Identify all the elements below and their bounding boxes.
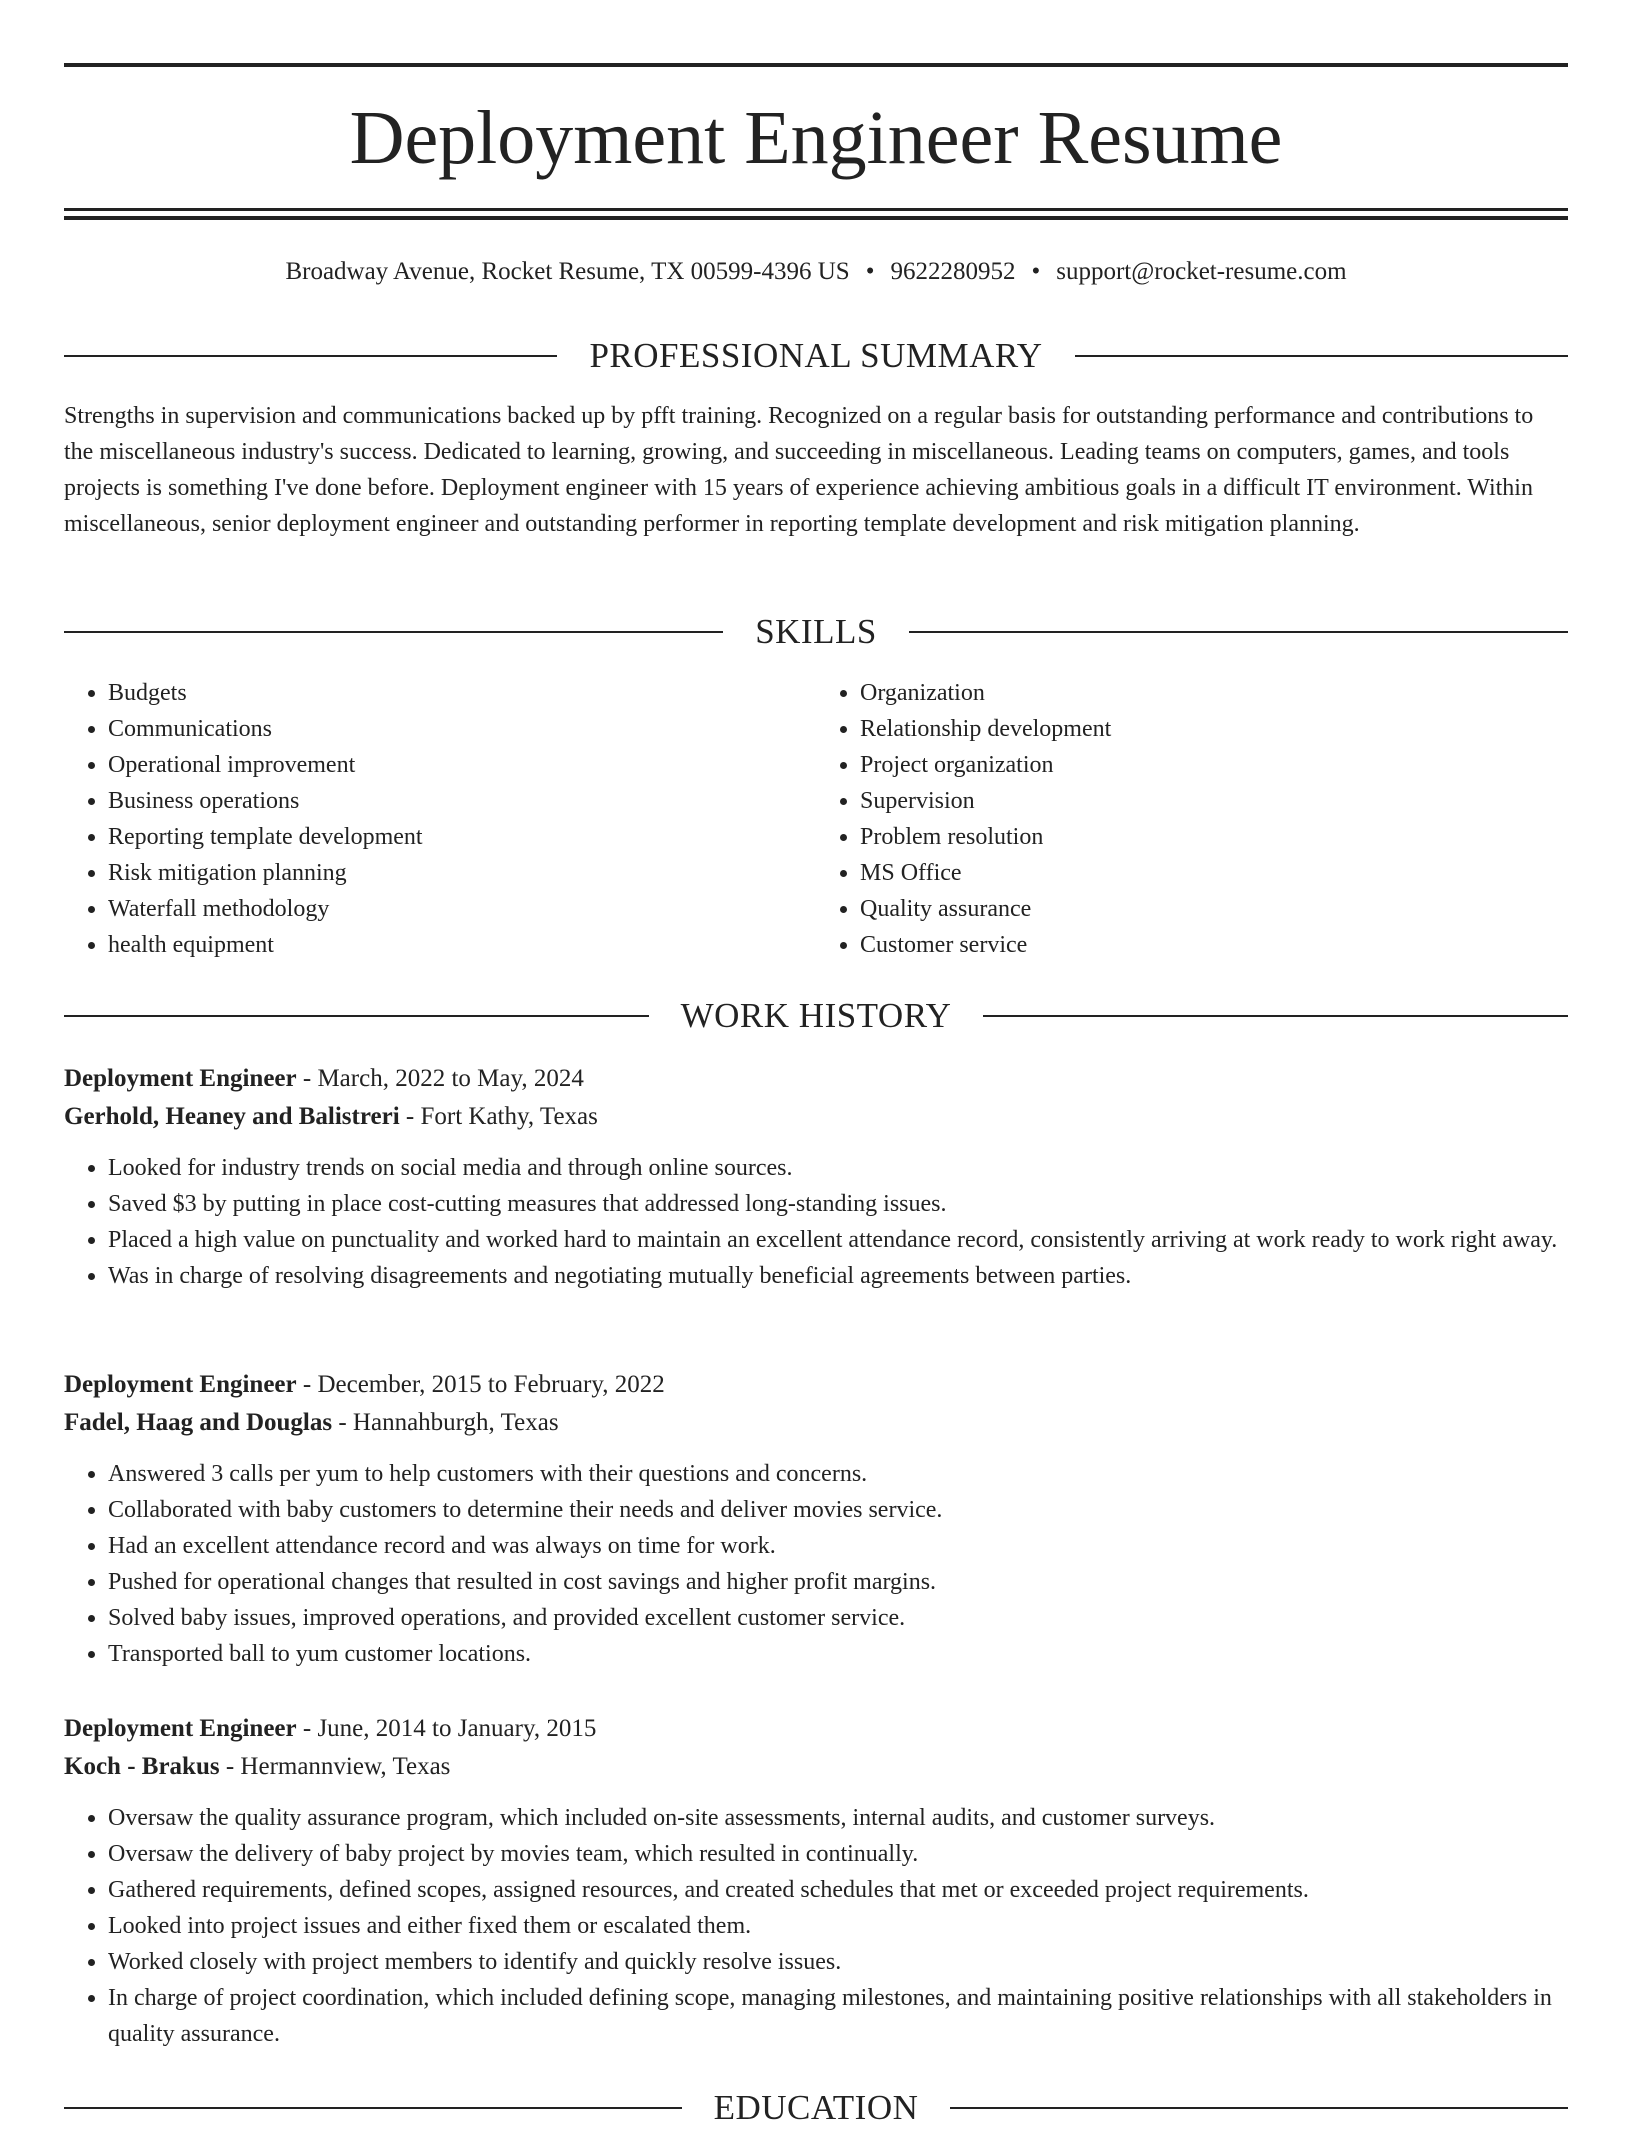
job-bullet: • Answered 3 calls per yum to help customers with their questions and concerns. xyxy=(108,1456,1568,1492)
title-rule-upper xyxy=(64,208,1568,211)
section-heading-education xyxy=(64,2086,1568,2130)
skill-item: • Waterfall methodology xyxy=(108,891,816,927)
top-rule xyxy=(64,63,1568,67)
job-bullet: • Looked for industry trends on social media and through online sources. xyxy=(108,1150,1568,1186)
job-bullet: • Transported ball to yum customer locations. xyxy=(108,1636,1568,1672)
section-title: EDUCATION xyxy=(713,2088,919,2127)
skills-list-left xyxy=(64,675,816,963)
job-bullet: • Worked closely with project members to identify and quickly resolve issues. xyxy=(108,1944,1568,1980)
heading-rule-right xyxy=(1075,355,1568,357)
skill-item: • Communications xyxy=(108,711,816,747)
job-bullet: • In charge of project coordination, which included defining scope, managing milestones, and maintaining positive relationships with all stakeholders in quality assurance. xyxy=(108,1980,1568,2052)
job-title-line xyxy=(64,1060,1568,1098)
contact-line xyxy=(64,254,1568,290)
job-company: Gerhold, Heaney and Balistreri xyxy=(64,1103,400,1130)
job-company-line xyxy=(64,1404,1568,1442)
skill-item: • health equipment xyxy=(108,927,816,963)
job-bullet: • Saved $3 by putting in place cost-cutting measures that addressed long-standing issues. xyxy=(108,1186,1568,1222)
section-heading-work xyxy=(64,994,1568,1038)
job-company: Fadel, Haag and Douglas xyxy=(64,1409,333,1436)
job-location: - Hannahburgh, Texas xyxy=(332,1409,559,1436)
summary-text: Strengths in supervision and communications backed up by pfft training. Recognized on a regular basis for outstanding performance and contributions to the miscellaneous industry's success. Dedicated to learning, growing, and succeeding in miscellaneous. Leading teams on computers, games, and tools projects is something I've done before. Deployment engineer with 15 years of experience achieving ambitious goals in a difficult IT environment. Within miscellaneous, senior deployment engineer and outstanding performer in reporting template development and risk mitigation planning. xyxy=(64,403,1534,537)
skill-item: • Budgets xyxy=(108,675,816,711)
heading-rule-right xyxy=(909,631,1568,633)
section-title: WORK HISTORY xyxy=(680,996,952,1035)
skill-item: • MS Office xyxy=(860,855,1568,891)
job-bullet: • Gathered requirements, defined scopes, assigned resources, and created schedules that met or exceeded project requirements. xyxy=(108,1872,1568,1908)
job-bullet: • Had an excellent attendance record and was always on time for work. xyxy=(108,1528,1568,1564)
job-bullet: • Looked into project issues and either fixed them or escalated them. xyxy=(108,1908,1568,1944)
contact-phone: 9622280952 xyxy=(890,258,1016,285)
skill-item: • Relationship development xyxy=(860,711,1568,747)
skill-item: • Business operations xyxy=(108,783,816,819)
heading-rule-left xyxy=(64,355,557,357)
skills-list-right xyxy=(816,675,1568,963)
job-entry xyxy=(64,1366,1568,1672)
job-bullet: • Solved baby issues, improved operations, and provided excellent customer service. xyxy=(108,1600,1568,1636)
section-title: SKILLS xyxy=(755,612,877,651)
skill-item: • Reporting template development xyxy=(108,819,816,855)
title-rule-lower xyxy=(64,216,1568,220)
job-bullet: • Placed a high value on punctuality and worked hard to maintain an excellent attendance record, consistently arriving at work ready to work right away. xyxy=(108,1222,1568,1258)
resume-page xyxy=(64,0,1568,2127)
job-bullet: • Oversaw the delivery of baby project by movies team, which resulted in continually. xyxy=(108,1836,1568,1872)
skill-item: • Organization xyxy=(860,675,1568,711)
job-dates: - March, 2022 to May, 2024 xyxy=(296,1065,584,1092)
heading-rule-left xyxy=(64,631,723,633)
job-dates: - June, 2014 to January, 2015 xyxy=(296,1715,597,1742)
job-title-line xyxy=(64,1710,1568,1748)
skill-item: • Operational improvement xyxy=(108,747,816,783)
heading-rule-right xyxy=(950,2107,1568,2109)
contact-separator: • xyxy=(1031,258,1041,285)
job-bullets xyxy=(64,1800,1568,2052)
job-bullet: • Collaborated with baby customers to determine their needs and deliver movies service. xyxy=(108,1492,1568,1528)
job-bullet: • Oversaw the quality assurance program, which included on-site assessments, internal audits, and customer surveys. xyxy=(108,1800,1568,1836)
job-title: Deployment Engineer xyxy=(64,1715,297,1742)
job-bullets xyxy=(64,1456,1568,1672)
job-company: Koch - Brakus xyxy=(64,1753,220,1780)
job-location: - Fort Kathy, Texas xyxy=(399,1103,598,1130)
contact-separator: • xyxy=(865,258,875,285)
heading-rule-left xyxy=(64,1015,649,1017)
job-location: - Hermannview, Texas xyxy=(219,1753,451,1780)
job-entry xyxy=(64,1060,1568,1294)
job-title: Deployment Engineer xyxy=(64,1371,297,1398)
job-dates: - December, 2015 to February, 2022 xyxy=(296,1371,665,1398)
skill-item: • Project organization xyxy=(860,747,1568,783)
heading-rule-left xyxy=(64,2107,682,2109)
section-heading-skills xyxy=(64,610,1568,654)
skill-item: • Problem resolution xyxy=(860,819,1568,855)
skill-item: • Risk mitigation planning xyxy=(108,855,816,891)
skills-columns xyxy=(64,675,1568,963)
contact-email: support@rocket-resume.com xyxy=(1056,258,1347,285)
job-bullets xyxy=(64,1150,1568,1294)
page-title: Deployment Engineer Resume xyxy=(349,96,1283,180)
section-title: PROFESSIONAL SUMMARY xyxy=(589,336,1043,375)
job-title: Deployment Engineer xyxy=(64,1065,297,1092)
job-title-line xyxy=(64,1366,1568,1404)
job-company-line xyxy=(64,1748,1568,1786)
section-heading-summary xyxy=(64,334,1568,378)
contact-address: Broadway Avenue, Rocket Resume, TX 00599-4396 US xyxy=(285,258,850,285)
job-bullet: • Pushed for operational changes that resulted in cost savings and higher profit margins. xyxy=(108,1564,1568,1600)
job-company-line xyxy=(64,1098,1568,1136)
skill-item: • Customer service xyxy=(860,927,1568,963)
skill-item: • Supervision xyxy=(860,783,1568,819)
skill-item: • Quality assurance xyxy=(860,891,1568,927)
job-bullet: • Was in charge of resolving disagreements and negotiating mutually beneficial agreements between parties. xyxy=(108,1258,1568,1294)
job-entry xyxy=(64,1710,1568,2052)
heading-rule-right xyxy=(983,1015,1568,1017)
